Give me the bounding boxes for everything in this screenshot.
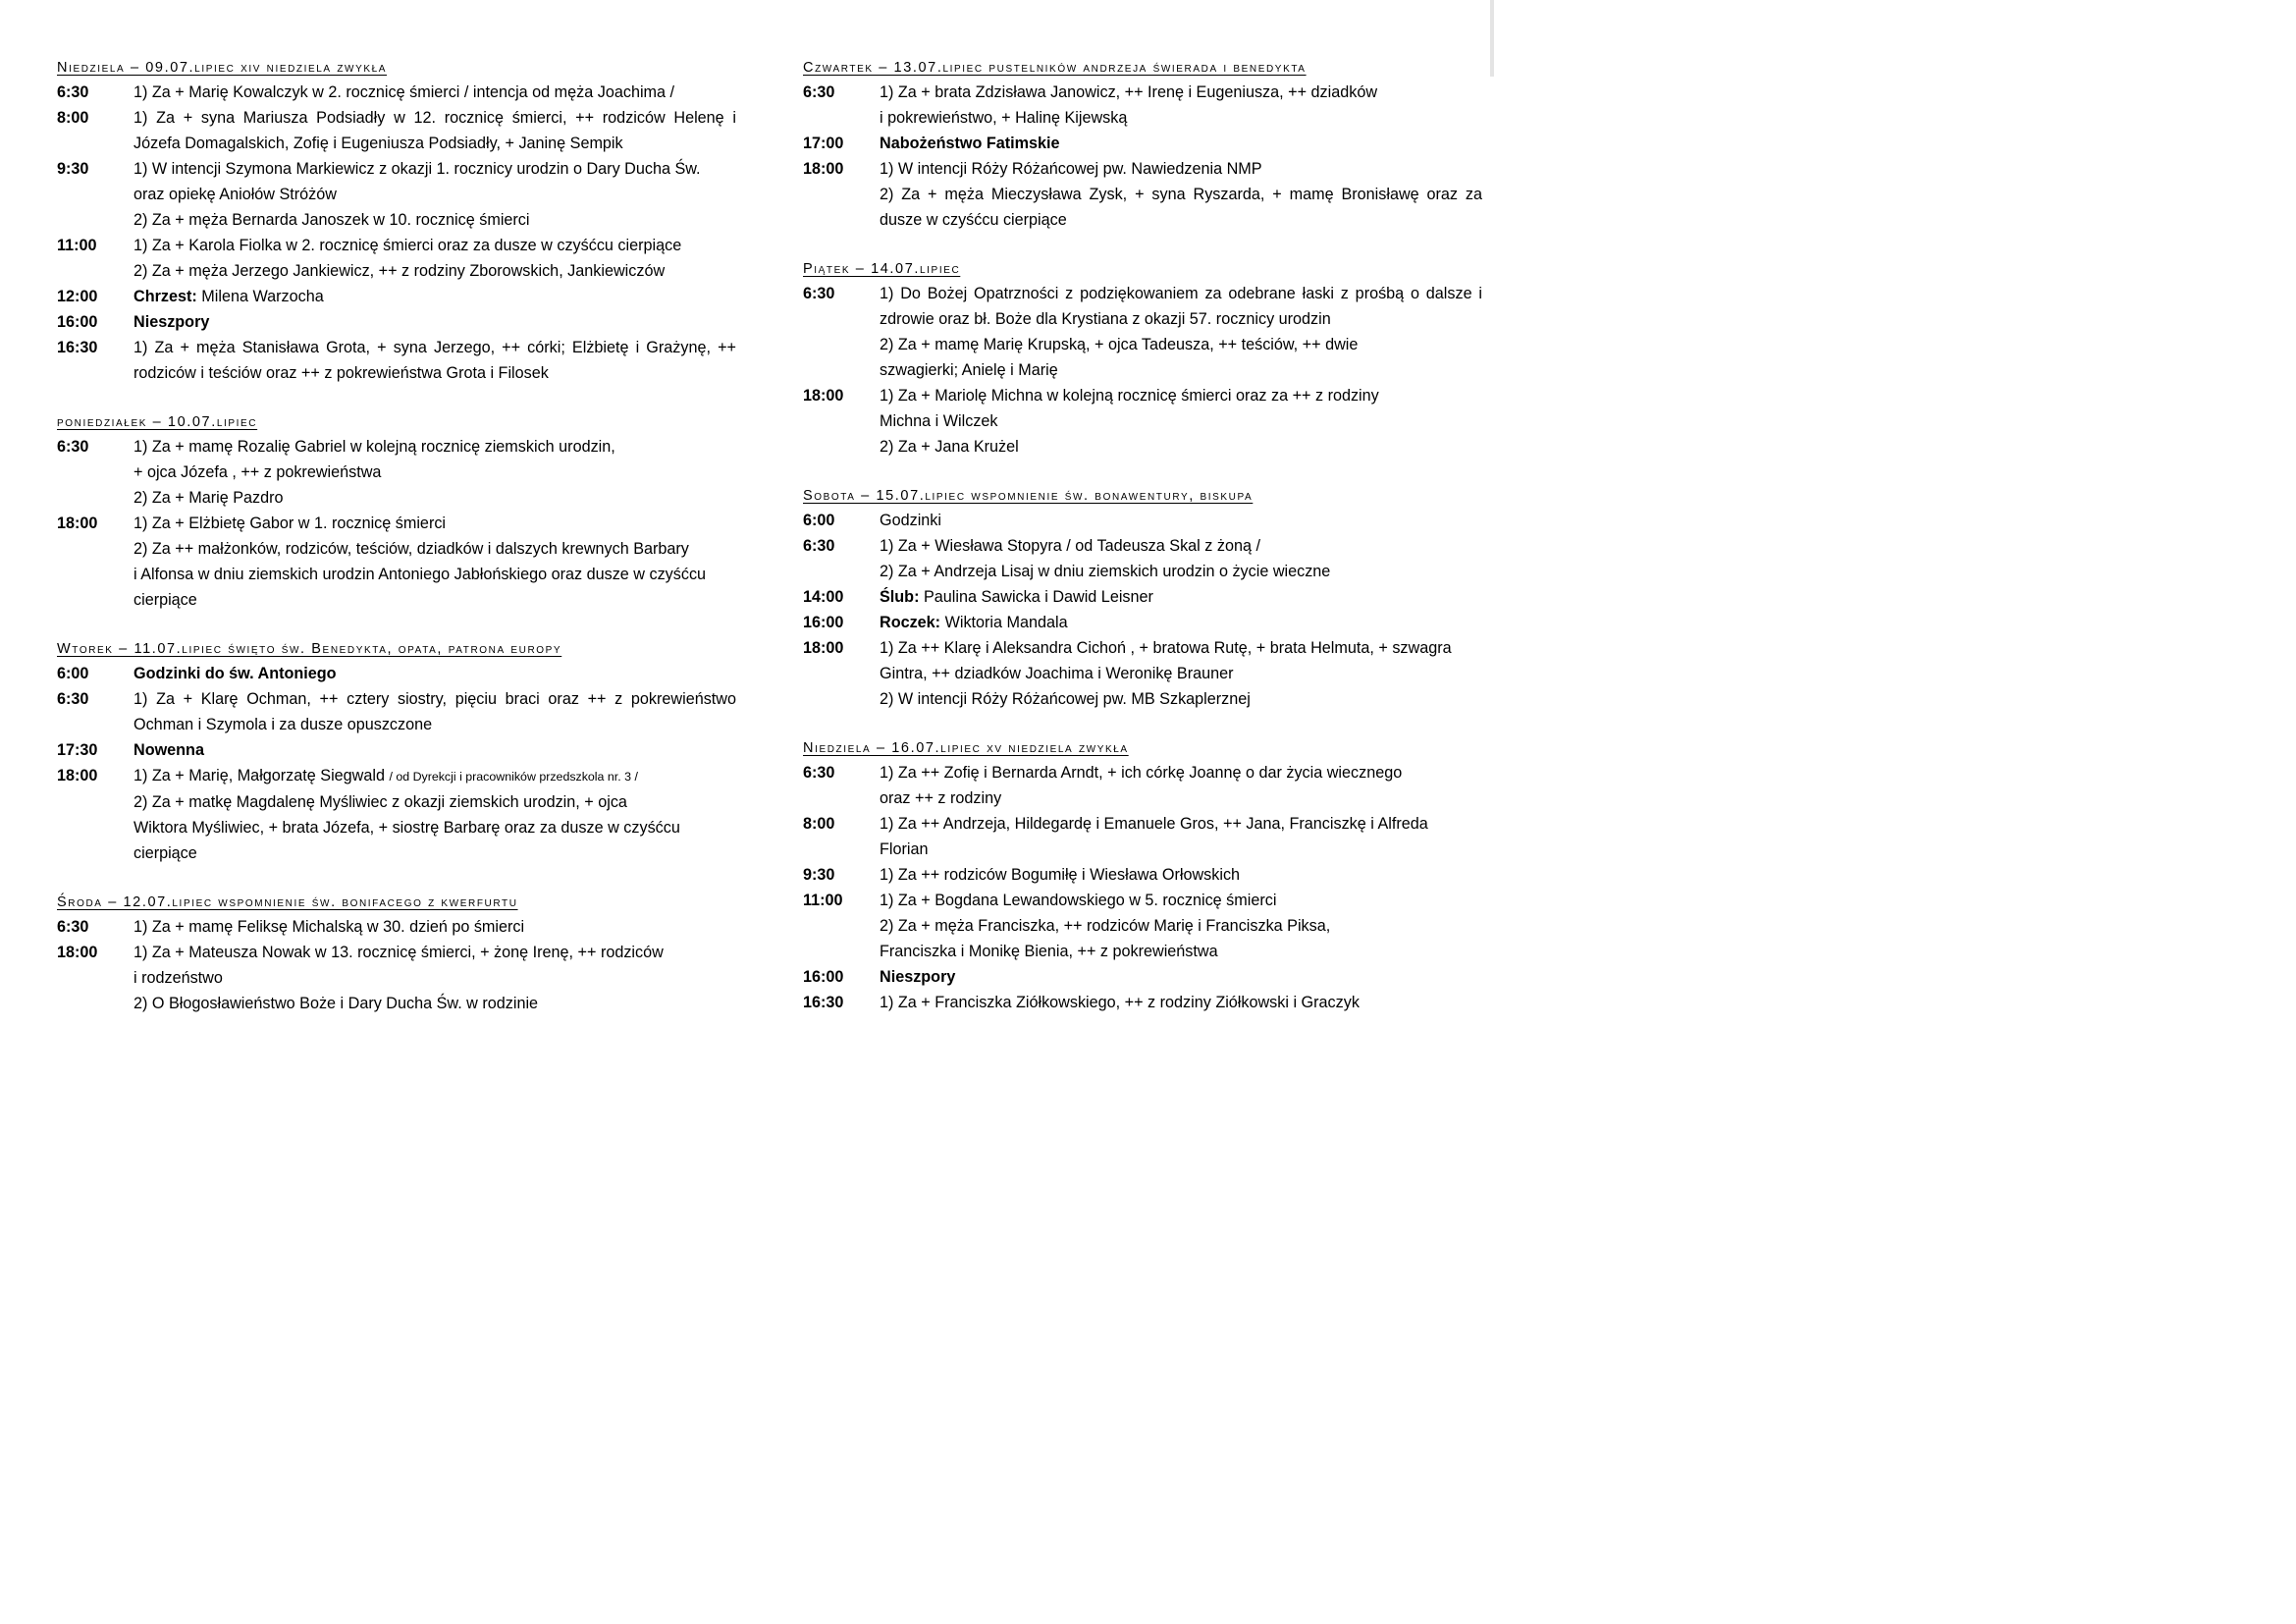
- intention-line: [133, 661, 736, 686]
- mass-entry: [57, 105, 736, 156]
- intention-text: 1) Za + Bogdana Lewandowskiego w 5. rocznicę śmierci: [880, 892, 1277, 909]
- intention-text: 1) Za + Wiesława Stopyra / od Tadeusza Skal z żoną /: [880, 537, 1260, 555]
- intention-text: Ochman i Szymola i za dusze opuszczone: [133, 716, 433, 733]
- left-column: [57, 57, 736, 1042]
- intention-line: [880, 862, 1482, 888]
- intention-line: [133, 182, 736, 207]
- mass-entry: [803, 760, 1482, 811]
- intention-text: Wiktora Myśliwiec, + brata Józefa, + siostrę Barbarę oraz za dusze w czyśćcu: [133, 819, 680, 837]
- mass-entry: [803, 533, 1482, 584]
- intention-text: 2) Za ++ małżonków, rodziców, teściów, dziadków i dalszych krewnych Barbary: [133, 540, 689, 558]
- intention-line: [880, 610, 1482, 635]
- intention-line: [880, 990, 1482, 1015]
- mass-time: 8:00: [803, 815, 835, 833]
- day-section: [803, 737, 1482, 1015]
- intention-line: [133, 434, 736, 460]
- intention-text: 2) Za + mamę Marię Krupską, + ojca Tadeusza, ++ teściów, ++ dwie: [880, 336, 1359, 353]
- day-section: [803, 57, 1482, 233]
- mass-time: 16:30: [803, 994, 844, 1011]
- intention-text: 1) Do Bożej Opatrzności z podziękowaniem za odebrane łaski z prośbą o dalsze i: [880, 285, 1482, 302]
- intention-line: [880, 533, 1482, 559]
- intention-text: Paulina Sawicka i Dawid Leisner: [919, 588, 1153, 606]
- intention-text: 1) Za ++ rodziców Bogumiłę i Wiesława Orłowskich: [880, 866, 1241, 884]
- intention-text: 1) Za + Klarę Ochman, ++ cztery siostry, pięciu braci oraz ++ z pokrewieństwo: [133, 690, 736, 708]
- intention-lines: [133, 156, 736, 233]
- intention-text: Michna i Wilczek: [880, 412, 998, 430]
- intention-text: 1) Za + Elżbietę Gabor w 1. rocznicę śmierci: [133, 514, 447, 532]
- intention-line: [133, 360, 736, 386]
- intention-line: [133, 105, 736, 131]
- mass-entry: [57, 156, 736, 233]
- day-header: Piątek – 14.07.lipiec: [803, 261, 961, 277]
- intention-line: [880, 939, 1482, 964]
- mass-time: 6:30: [57, 690, 89, 708]
- mass-entry: [57, 335, 736, 386]
- intention-line: [133, 80, 736, 105]
- intention-text: 2) Za + Jana Krużel: [880, 438, 1019, 456]
- intention-text: 1) Za + Franciszka Ziółkowskiego, ++ z rodziny Ziółkowski i Graczyk: [880, 994, 1360, 1011]
- intention-line: [133, 485, 736, 511]
- intention-text: 1) Za + męża Stanisława Grota, + syna Jerzego, ++ córki; Elżbietę i Grażynę, ++: [133, 339, 736, 356]
- intention-text: cierpiące: [133, 844, 197, 862]
- day-header: Niedziela – 09.07.lipiec xiv niedziela zwykła: [57, 60, 388, 76]
- mass-entry: [57, 80, 736, 105]
- intention-lines: [880, 584, 1482, 610]
- intention-text: 1) W intencji Róży Różańcowej pw. Nawiedzenia NMP: [880, 160, 1262, 178]
- event-label: Nieszpory: [880, 968, 956, 986]
- intention-lines: [880, 508, 1482, 533]
- mass-entry: [57, 661, 736, 686]
- mass-entry: [57, 940, 736, 1016]
- intention-lines: [133, 105, 736, 156]
- intention-line: [880, 964, 1482, 990]
- intention-line: [880, 80, 1482, 105]
- mass-time: 18:00: [803, 387, 844, 405]
- intention-text: i Alfonsa w dniu ziemskich urodzin Antoniego Jabłońskiego oraz dusze w czyśćcu: [133, 566, 707, 583]
- intention-line: [880, 811, 1482, 837]
- mass-entry: [803, 635, 1482, 712]
- mass-time: 9:30: [803, 866, 835, 884]
- intention-lines: [133, 434, 736, 511]
- intention-lines: [880, 862, 1482, 888]
- intention-line: [880, 383, 1482, 408]
- mass-entry: [803, 281, 1482, 383]
- intention-line: [880, 584, 1482, 610]
- mass-time: 9:30: [57, 160, 89, 178]
- event-label: Nowenna: [133, 741, 204, 759]
- intention-line: [133, 258, 736, 284]
- intention-lines: [133, 309, 736, 335]
- mass-entry: [803, 811, 1482, 862]
- intention-text: Franciszka i Monikę Bienia, ++ z pokrewieństwa: [880, 943, 1218, 960]
- intention-line: [880, 207, 1482, 233]
- mass-time: 17:00: [803, 135, 844, 152]
- intention-text: Milena Warzocha: [196, 288, 324, 305]
- intention-lines: [880, 610, 1482, 635]
- intention-line: [880, 785, 1482, 811]
- mass-time: 8:00: [57, 109, 89, 127]
- intention-line: [133, 763, 736, 789]
- mass-entry: [57, 284, 736, 309]
- intention-lines: [880, 964, 1482, 990]
- intention-text: 2) Za + męża Mieczysława Zysk, + syna Ryszarda, + mamę Bronisławę oraz za: [880, 186, 1482, 203]
- mass-entry: [803, 131, 1482, 156]
- day-header: Sobota – 15.07.lipiec wspomnienie św. bonawentury, biskupa: [803, 488, 1254, 504]
- mass-entry: [57, 763, 736, 866]
- mass-time: 18:00: [57, 944, 98, 961]
- mass-entry: [803, 610, 1482, 635]
- intention-text: Wiktoria Mandala: [940, 614, 1068, 631]
- intention-lines: [133, 284, 736, 309]
- intention-line: [880, 332, 1482, 357]
- intention-lines: [133, 763, 736, 866]
- intention-line: [133, 207, 736, 233]
- mass-time: 16:30: [57, 339, 98, 356]
- mass-time: 18:00: [57, 514, 98, 532]
- intention-line: [133, 156, 736, 182]
- intention-line: [133, 686, 736, 712]
- intention-text: Józefa Domagalskich, Zofię i Eugeniusza Podsiadły, + Janinę Sempik: [133, 135, 623, 152]
- intention-line: [880, 434, 1482, 460]
- intention-text: 1) Za ++ Andrzeja, Hildegardę i Emanuele Gros, ++ Jana, Franciszkę i Alfreda: [880, 815, 1428, 833]
- mass-time: 17:30: [57, 741, 98, 759]
- mass-time: 6:30: [57, 83, 89, 101]
- intention-text: 2) Za + matkę Magdalenę Myśliwiec z okazji ziemskich urodzin, + ojca: [133, 793, 627, 811]
- mass-time: 11:00: [803, 892, 843, 909]
- mass-entry: [57, 737, 736, 763]
- mass-time: 18:00: [803, 160, 844, 178]
- intention-lines: [880, 533, 1482, 584]
- intention-line: [880, 635, 1482, 661]
- intention-text: 1) Za + mamę Feliksę Michalską w 30. dzień po śmierci: [133, 918, 525, 936]
- day-header: poniedziałek – 10.07.lipiec: [57, 414, 258, 430]
- mass-time: 12:00: [57, 288, 98, 305]
- intention-text: i pokrewieństwo, + Halinę Kijewską: [880, 109, 1128, 127]
- intention-line: [133, 587, 736, 613]
- mass-time: 14:00: [803, 588, 844, 606]
- intention-lines: [880, 281, 1482, 383]
- mass-entry: [803, 964, 1482, 990]
- intention-line: [133, 284, 736, 309]
- mass-entry: [57, 309, 736, 335]
- mass-time: 6:30: [57, 438, 89, 456]
- intention-lines: [133, 80, 736, 105]
- day-section: [803, 258, 1482, 460]
- intention-lines: [880, 383, 1482, 460]
- mass-time: 6:00: [57, 665, 89, 682]
- intention-text: i rodzeństwo: [133, 969, 223, 987]
- intention-line: [880, 760, 1482, 785]
- mass-entry: [803, 990, 1482, 1015]
- intention-lines: [133, 335, 736, 386]
- mass-entry: [803, 80, 1482, 131]
- intention-line: [880, 105, 1482, 131]
- intention-line: [880, 408, 1482, 434]
- mass-time: 18:00: [57, 767, 98, 785]
- intention-lines: [880, 635, 1482, 712]
- intention-text: + ojca Józefa , ++ z pokrewieństwa: [133, 463, 382, 481]
- intention-line: [880, 837, 1482, 862]
- mass-time: 16:00: [803, 968, 844, 986]
- intention-text: 1) Za + Mateusza Nowak w 13. rocznicę śmierci, + żonę Irenę, ++ rodziców: [133, 944, 664, 961]
- intention-lines: [880, 990, 1482, 1015]
- intention-lines: [133, 737, 736, 763]
- intention-text: 2) Za + Marię Pazdro: [133, 489, 284, 507]
- mass-entry: [803, 508, 1482, 533]
- day-header: Środa – 12.07.lipiec wspomnienie św. bonifacego z kwerfurtu: [57, 894, 518, 910]
- intention-line: [880, 888, 1482, 913]
- day-header: Czwartek – 13.07.lipiec pustelników andrzeja świerada i benedykta: [803, 60, 1307, 76]
- mass-time: 16:00: [57, 313, 98, 331]
- event-label: Nabożeństwo Fatimskie: [880, 135, 1060, 152]
- intention-lines: [880, 760, 1482, 811]
- intention-lines: [880, 156, 1482, 233]
- mass-time: 18:00: [803, 639, 844, 657]
- intention-text: 1) Za + mamę Rozalię Gabriel w kolejną rocznicę ziemskich urodzin,: [133, 438, 615, 456]
- mass-entry: [57, 233, 736, 284]
- intention-line: [133, 131, 736, 156]
- intention-line: [133, 965, 736, 991]
- mass-time: 6:30: [803, 764, 835, 782]
- intention-line: [880, 281, 1482, 306]
- intention-text: 2) Za + Andrzeja Lisaj w dniu ziemskich urodzin o życie wieczne: [880, 563, 1331, 580]
- intention-lines: [133, 661, 736, 686]
- event-label: Ślub:: [880, 588, 920, 606]
- intention-line: [880, 913, 1482, 939]
- intention-line: [880, 131, 1482, 156]
- intention-text: szwagierki; Anielę i Marię: [880, 361, 1058, 379]
- intention-line: [133, 712, 736, 737]
- right-column: [803, 57, 1482, 1041]
- intention-line: [880, 156, 1482, 182]
- intention-line: [133, 789, 736, 815]
- mass-entry: [57, 434, 736, 511]
- mass-entry: [57, 914, 736, 940]
- intention-text: Gintra, ++ dziadków Joachima i Weronikę Brauner: [880, 665, 1234, 682]
- intention-text: Godzinki: [880, 512, 941, 529]
- intention-text: oraz opiekę Aniołów Stróżów: [133, 186, 337, 203]
- mass-entry: [803, 156, 1482, 233]
- intention-line: [880, 661, 1482, 686]
- intention-text: oraz ++ z rodziny: [880, 789, 1002, 807]
- intention-line: [133, 815, 736, 840]
- mass-time: 6:30: [803, 537, 835, 555]
- intention-text: zdrowie oraz bł. Boże dla Krystiana z okazji 57. rocznicy urodzin: [880, 310, 1331, 328]
- intention-line: [133, 991, 736, 1016]
- intention-text: dusze w czyśćcu cierpiące: [880, 211, 1067, 229]
- mass-entry: [803, 888, 1482, 964]
- intention-text: 1) Za ++ Zofię i Bernarda Arndt, + ich córkę Joannę o dar życia wiecznego: [880, 764, 1403, 782]
- event-label: Godzinki do św. Antoniego: [133, 665, 337, 682]
- intention-line: [133, 233, 736, 258]
- intention-line: [133, 536, 736, 562]
- intention-text: 1) Za + Karola Fiolka w 2. rocznicę śmierci oraz za dusze w czyśćcu cierpiące: [133, 237, 682, 254]
- intention-lines: [133, 511, 736, 613]
- intention-text: 1) Za + Marię, Małgorzatę Siegwald: [133, 767, 390, 785]
- intention-lines: [880, 811, 1482, 862]
- intention-line: [133, 511, 736, 536]
- scrollbar-thumb[interactable]: [1490, 0, 1494, 77]
- intention-text: 2) O Błogosławieństwo Boże i Dary Ducha Św. w rodzinie: [133, 995, 539, 1012]
- intention-text: 1) Za + syna Mariusza Podsiadły w 12. rocznicę śmierci, ++ rodziców Helenę i: [133, 109, 736, 127]
- mass-time: 6:30: [803, 285, 835, 302]
- intention-line: [133, 940, 736, 965]
- day-header: Niedziela – 16.07.lipiec xv niedziela zwykła: [803, 740, 1129, 756]
- event-label: Nieszpory: [133, 313, 210, 331]
- intention-text: 2) W intencji Róży Różańcowej pw. MB Szkaplerznej: [880, 690, 1251, 708]
- intention-line: [880, 357, 1482, 383]
- mass-entry: [57, 686, 736, 737]
- intention-text: 1) Za ++ Klarę i Aleksandra Cichoń , + bratowa Rutę, + brata Helmuta, + szwagra: [880, 639, 1452, 657]
- intention-line: [133, 914, 736, 940]
- intention-line: [133, 737, 736, 763]
- intention-text: cierpiące: [133, 591, 197, 609]
- intention-text: 2) Za + męża Bernarda Janoszek w 10. rocznicę śmierci: [133, 211, 530, 229]
- intention-text: 1) W intencji Szymona Markiewicz z okazji 1. rocznicy urodzin o Dary Ducha Św.: [133, 160, 701, 178]
- intention-line: [880, 559, 1482, 584]
- intention-line: [133, 840, 736, 866]
- intention-line: [133, 309, 736, 335]
- intention-line: [133, 562, 736, 587]
- intention-text: Florian: [880, 840, 929, 858]
- intention-lines: [133, 233, 736, 284]
- mass-entry: [803, 383, 1482, 460]
- intention-line: [133, 460, 736, 485]
- mass-entry: [57, 511, 736, 613]
- day-section: [803, 485, 1482, 712]
- intention-text: 2) Za + męża Franciszka, ++ rodziców Marię i Franciszka Piksa,: [880, 917, 1331, 935]
- intention-text: 2) Za + męża Jerzego Jankiewicz, ++ z rodziny Zborowskich, Jankiewiczów: [133, 262, 666, 280]
- intention-line: [880, 686, 1482, 712]
- intention-note: / od Dyrekcji i pracowników przedszkola nr. 3 /: [389, 770, 638, 784]
- intention-lines: [880, 131, 1482, 156]
- day-section: [57, 892, 736, 1016]
- event-label: Roczek:: [880, 614, 941, 631]
- intention-line: [880, 508, 1482, 533]
- intention-lines: [880, 888, 1482, 964]
- intention-text: 1) Za + Mariolę Michna w kolejną rocznicę śmierci oraz za ++ z rodziny: [880, 387, 1379, 405]
- day-section: [57, 638, 736, 866]
- day-header: Wtorek – 11.07.lipiec święto św. Benedykta, opata, patrona europy: [57, 641, 562, 657]
- day-section: [57, 57, 736, 386]
- intention-lines: [133, 686, 736, 737]
- intention-lines: [133, 914, 736, 940]
- intention-line: [133, 335, 736, 360]
- event-label: Chrzest:: [133, 288, 197, 305]
- mass-time: 16:00: [803, 614, 844, 631]
- intention-text: 1) Za + Marię Kowalczyk w 2. rocznicę śmierci / intencja od męża Joachima /: [133, 83, 675, 101]
- intention-line: [880, 182, 1482, 207]
- intention-text: 1) Za + brata Zdzisława Janowicz, ++ Irenę i Eugeniusza, ++ dziadków: [880, 83, 1378, 101]
- intention-text: rodziców i teściów oraz ++ z pokrewieństwa Grota i Filosek: [133, 364, 549, 382]
- mass-time: 11:00: [57, 237, 97, 254]
- mass-entry: [803, 584, 1482, 610]
- intention-line: [880, 306, 1482, 332]
- intention-lines: [880, 80, 1482, 131]
- intention-lines: [133, 940, 736, 1016]
- mass-time: 6:00: [803, 512, 835, 529]
- mass-time: 6:30: [803, 83, 835, 101]
- mass-entry: [803, 862, 1482, 888]
- mass-time: 6:30: [57, 918, 89, 936]
- day-section: [57, 411, 736, 613]
